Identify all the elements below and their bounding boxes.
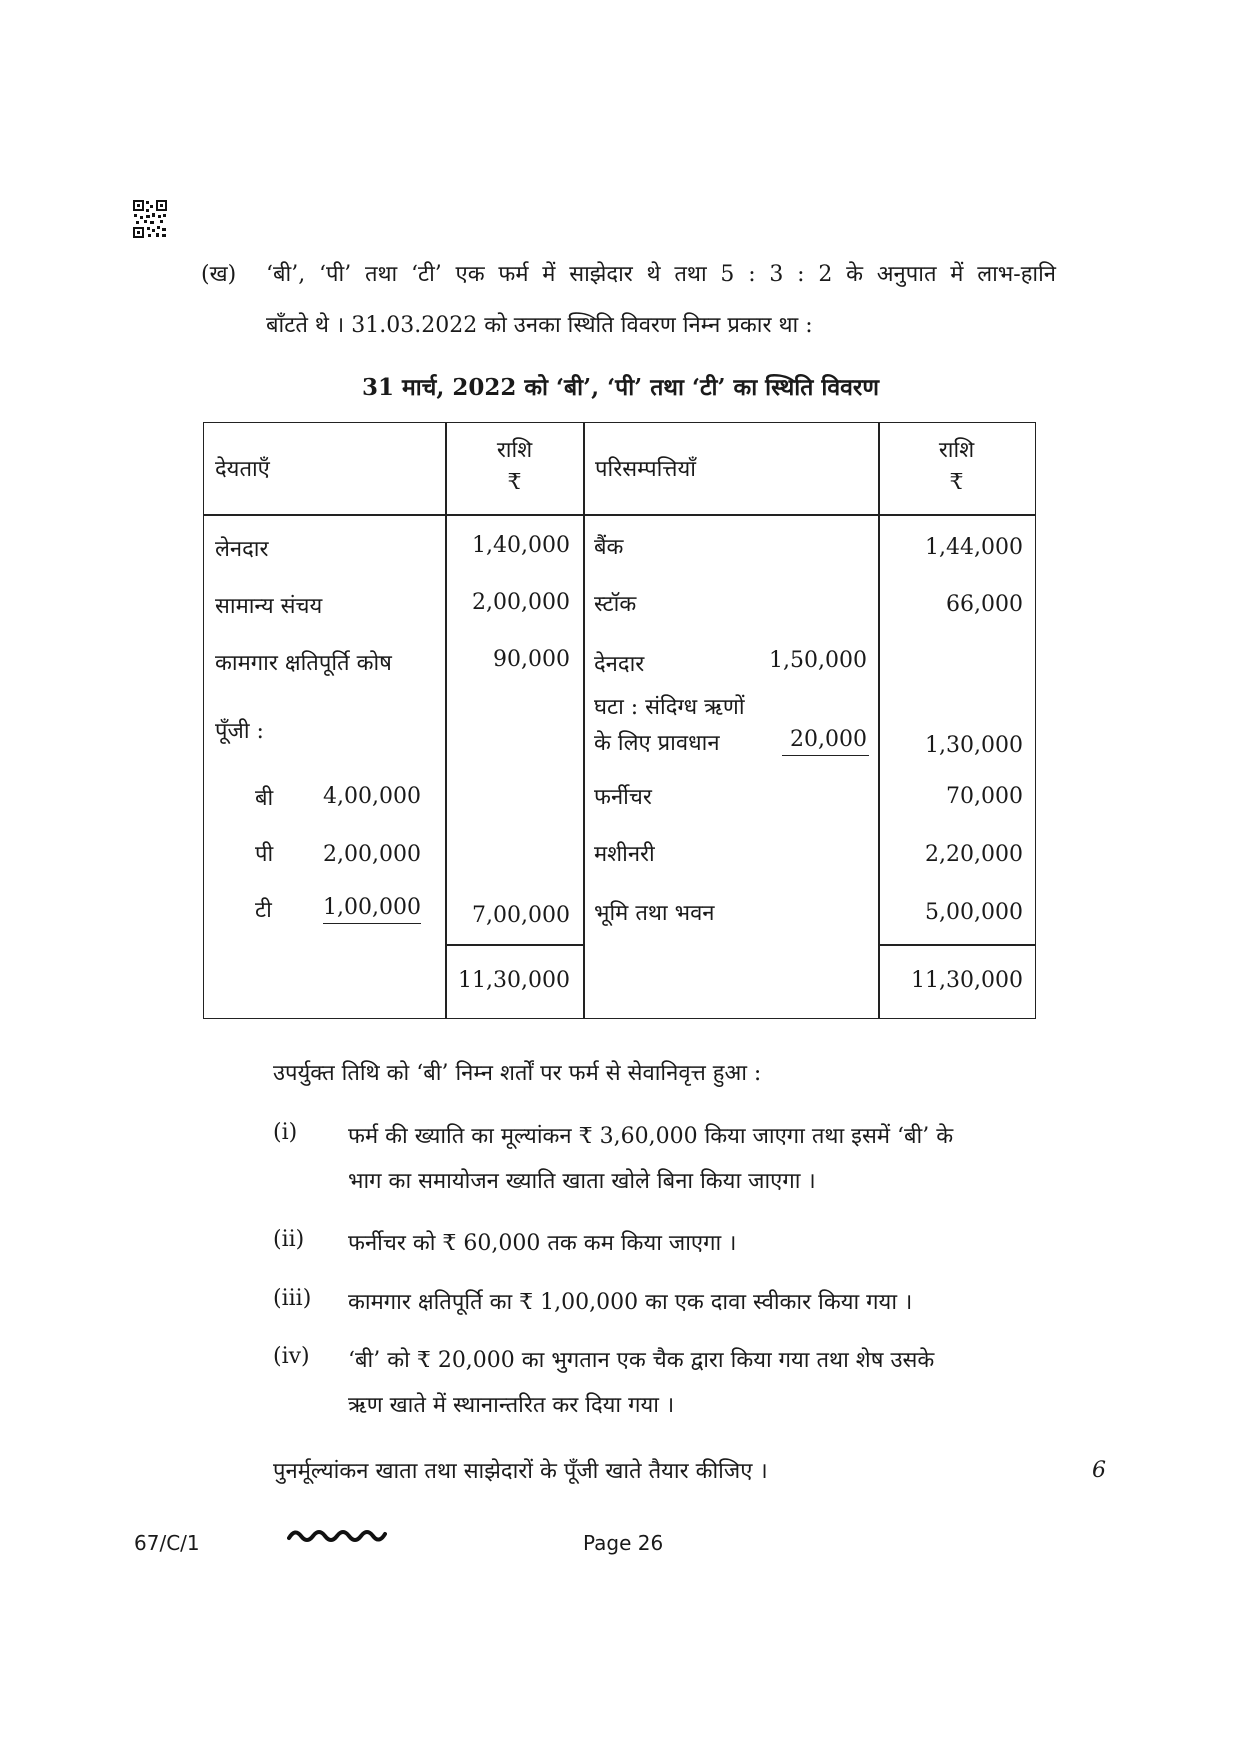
amount-header-right: राशि ₹ <box>938 438 975 495</box>
asset-amount: 5,00,000 <box>925 900 1023 925</box>
asset-name: बैंक <box>594 535 624 560</box>
asset-name: फर्नीचर <box>594 785 652 810</box>
header-divider <box>204 514 1035 516</box>
provision-amount: 20,000 <box>782 727 869 756</box>
asset-amount: 70,000 <box>946 784 1023 809</box>
provision-label-line2: के लिए प्रावधान <box>594 731 720 756</box>
condition-number: (ii) <box>273 1227 305 1252</box>
asset-name: स्टॉक <box>594 592 637 617</box>
total-rule-right <box>879 944 1035 946</box>
condition-number: (iii) <box>273 1286 312 1311</box>
capital-label: पूँजी : <box>215 719 264 744</box>
debtors-gross-amount: 1,50,000 <box>769 648 867 673</box>
partner-capital: 4,00,000 <box>323 784 421 809</box>
partner-name: बी <box>255 786 274 811</box>
liability-name: सामान्य संचय <box>215 594 323 619</box>
column-divider <box>878 423 880 1018</box>
liability-name: कामगार क्षतिपूर्ति कोष <box>215 651 392 676</box>
asset-amount: 66,000 <box>946 592 1023 617</box>
condition-text: फर्नीचर को ₹ 60,000 तक कम किया जाएगा । <box>348 1231 737 1256</box>
conditions-intro: उपर्युक्त तिथि को ‘बी’ निम्न शर्तों पर फर्म से सेवानिवृत्त हुआ : <box>273 1061 762 1086</box>
asset-amount: 2,20,000 <box>925 842 1023 867</box>
question-label: (ख) <box>201 262 237 287</box>
condition-text: कामगार क्षतिपूर्ति का ₹ 1,00,000 का एक दावा स्वीकार किया गया । <box>348 1290 913 1315</box>
paper-code: 67/C/1 <box>134 1531 200 1555</box>
liability-amount: 1,40,000 <box>472 533 570 558</box>
balance-sheet-table <box>203 422 1036 1019</box>
condition-number: (iv) <box>273 1344 310 1369</box>
condition-number: (i) <box>273 1120 298 1145</box>
partner-capital: 2,00,000 <box>323 842 421 867</box>
partner-name: पी <box>255 842 274 867</box>
question-text-line2: बाँटते थे । 31.03.2022 को उनका स्थिति विवरण निम्न प्रकार था : <box>266 313 813 338</box>
asset-amount: 1,44,000 <box>925 535 1023 560</box>
capital-total: 7,00,000 <box>472 903 570 928</box>
condition-text: ‘बी’ को ₹ 20,000 का भुगतान एक चैक द्वारा किया गया तथा शेष उसके <box>348 1348 935 1373</box>
total-liabilities: 11,30,000 <box>458 968 570 993</box>
provision-label-line1: घटा : संदिग्ध ऋणों <box>594 695 745 720</box>
balance-sheet-title: 31 मार्च, 2022 को ‘बी’, ‘पी’ तथा ‘टी’ का स्थिति विवरण <box>362 374 879 401</box>
marks: 6 <box>1092 1458 1106 1483</box>
tilde-ornament-icon <box>287 1520 387 1550</box>
asset-name: भूमि तथा भवन <box>594 901 715 926</box>
condition-text: भाग का समायोजन ख्याति खाता खोले बिना किया जाएगा । <box>348 1169 816 1194</box>
qr-code-icon <box>132 199 168 239</box>
liability-amount: 2,00,000 <box>472 590 570 615</box>
asset-name: देनदार <box>594 652 645 677</box>
column-divider <box>445 423 447 1018</box>
partner-capital: 1,00,000 <box>323 895 421 924</box>
page-number: Page 26 <box>583 1531 664 1555</box>
assets-header: परिसम्पत्तियाँ <box>595 457 696 482</box>
total-assets: 11,30,000 <box>911 968 1023 993</box>
total-rule-left <box>446 944 584 946</box>
debtors-net-amount: 1,30,000 <box>925 733 1023 758</box>
condition-text: फर्म की ख्याति का मूल्यांकन ₹ 3,60,000 किया जाएगा तथा इसमें ‘बी’ के <box>348 1124 954 1149</box>
liability-name: लेनदार <box>215 537 269 562</box>
question-text-line1: ‘बी’, ‘पी’ तथा ‘टी’ एक फर्म में साझेदार थे तथा 5 : 3 : 2 के अनुपात में लाभ-हानि <box>266 262 1056 287</box>
column-divider <box>583 423 585 1018</box>
condition-text: ऋण खाते में स्थानान्तरित कर दिया गया । <box>348 1393 675 1418</box>
asset-name: मशीनरी <box>594 842 655 867</box>
amount-header-left: राशि ₹ <box>496 438 533 495</box>
liabilities-header: देयताएँ <box>215 457 270 482</box>
partner-name: टी <box>255 898 272 923</box>
liability-amount: 90,000 <box>493 647 570 672</box>
task-instruction: पुनर्मूल्यांकन खाता तथा साझेदारों के पूँजी खाते तैयार कीजिए । <box>273 1459 768 1484</box>
